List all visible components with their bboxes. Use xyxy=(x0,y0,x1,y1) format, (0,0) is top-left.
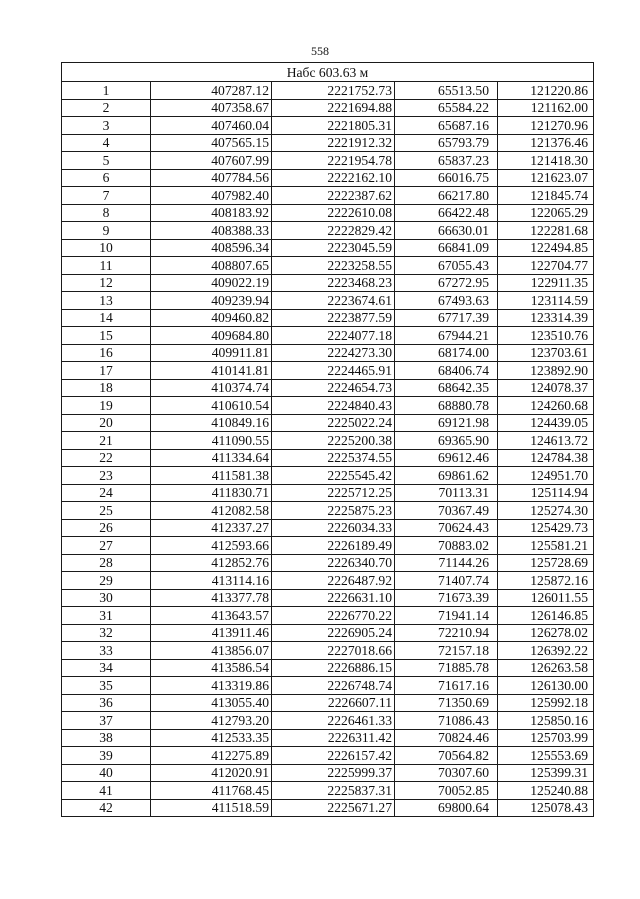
row-number-cell: 14 xyxy=(62,309,151,327)
row-number-cell: 39 xyxy=(62,747,151,765)
coord-x-local-cell: 69612.46 xyxy=(395,449,498,467)
coord-x-cell: 407287.12 xyxy=(151,82,272,100)
page-number: 558 xyxy=(311,44,329,58)
coord-y-cell: 2226157.42 xyxy=(272,747,395,765)
row-number-cell: 2 xyxy=(62,99,151,117)
coord-y-cell: 2223674.61 xyxy=(272,292,395,310)
coord-y-local-cell: 124439.05 xyxy=(498,414,594,432)
coord-y-cell: 2225200.38 xyxy=(272,432,395,450)
coord-x-cell: 407565.15 xyxy=(151,134,272,152)
coord-y-local-cell: 124260.68 xyxy=(498,397,594,415)
coord-y-local-cell: 121623.07 xyxy=(498,169,594,187)
coord-x-local-cell: 69861.62 xyxy=(395,467,498,485)
row-number-cell: 8 xyxy=(62,204,151,222)
table-row xyxy=(62,169,594,187)
table-row xyxy=(62,659,594,677)
row-number-cell: 6 xyxy=(62,169,151,187)
coord-x-cell: 412337.27 xyxy=(151,519,272,537)
table-header: Набс 603.63 м xyxy=(62,63,594,82)
row-number-cell: 42 xyxy=(62,799,151,817)
row-number-cell: 1 xyxy=(62,82,151,100)
coord-y-cell: 2226311.42 xyxy=(272,729,395,747)
coord-x-cell: 411581.38 xyxy=(151,467,272,485)
coord-x-local-cell: 65793.79 xyxy=(395,134,498,152)
coord-y-local-cell: 125114.94 xyxy=(498,484,594,502)
coord-x-cell: 412082.58 xyxy=(151,502,272,520)
coord-y-cell: 2224465.91 xyxy=(272,362,395,380)
coord-x-cell: 411334.64 xyxy=(151,449,272,467)
row-number-cell: 25 xyxy=(62,502,151,520)
row-number-cell: 19 xyxy=(62,397,151,415)
coord-y-cell: 2225875.23 xyxy=(272,502,395,520)
coord-x-cell: 410610.54 xyxy=(151,397,272,415)
coord-x-cell: 407784.56 xyxy=(151,169,272,187)
coord-y-cell: 2226748.74 xyxy=(272,677,395,695)
row-number-cell: 5 xyxy=(62,152,151,170)
coord-x-local-cell: 66217.80 xyxy=(395,187,498,205)
coord-x-cell: 412275.89 xyxy=(151,747,272,765)
table-row xyxy=(62,82,594,100)
table-row xyxy=(62,519,594,537)
coord-x-local-cell: 70883.02 xyxy=(395,537,498,555)
coord-x-local-cell: 68880.78 xyxy=(395,397,498,415)
coord-y-cell: 2226607.11 xyxy=(272,694,395,712)
coord-x-cell: 412793.20 xyxy=(151,712,272,730)
table-row xyxy=(62,379,594,397)
coord-y-cell: 2226631.10 xyxy=(272,589,395,607)
coord-y-cell: 2223468.23 xyxy=(272,274,395,292)
coord-x-cell: 413911.46 xyxy=(151,624,272,642)
coord-x-local-cell: 69121.98 xyxy=(395,414,498,432)
row-number-cell: 30 xyxy=(62,589,151,607)
row-number-cell: 13 xyxy=(62,292,151,310)
coord-x-local-cell: 71885.78 xyxy=(395,659,498,677)
coord-x-local-cell: 70624.43 xyxy=(395,519,498,537)
row-number-cell: 16 xyxy=(62,344,151,362)
coord-y-local-cell: 122494.85 xyxy=(498,239,594,257)
coord-x-cell: 413377.78 xyxy=(151,589,272,607)
coord-x-cell: 413643.57 xyxy=(151,607,272,625)
table-row xyxy=(62,677,594,695)
coordinates-table xyxy=(61,62,594,817)
coord-y-cell: 2225837.31 xyxy=(272,782,395,800)
table-row xyxy=(62,327,594,345)
coord-y-cell: 2226189.49 xyxy=(272,537,395,555)
coord-y-local-cell: 125078.43 xyxy=(498,799,594,817)
coord-y-cell: 2224654.73 xyxy=(272,379,395,397)
coord-x-cell: 409684.80 xyxy=(151,327,272,345)
coord-y-local-cell: 125992.18 xyxy=(498,694,594,712)
coord-y-cell: 2224840.43 xyxy=(272,397,395,415)
table-row xyxy=(62,589,594,607)
coord-y-cell: 2224077.18 xyxy=(272,327,395,345)
coord-y-local-cell: 121845.74 xyxy=(498,187,594,205)
table-row xyxy=(62,467,594,485)
table-row xyxy=(62,222,594,240)
row-number-cell: 34 xyxy=(62,659,151,677)
coord-x-local-cell: 71941.14 xyxy=(395,607,498,625)
coord-x-cell: 408388.33 xyxy=(151,222,272,240)
row-number-cell: 27 xyxy=(62,537,151,555)
row-number-cell: 15 xyxy=(62,327,151,345)
coord-y-local-cell: 124078.37 xyxy=(498,379,594,397)
coord-y-local-cell: 121418.30 xyxy=(498,152,594,170)
table-row xyxy=(62,607,594,625)
table-row xyxy=(62,554,594,572)
coord-y-cell: 2224273.30 xyxy=(272,344,395,362)
row-number-cell: 10 xyxy=(62,239,151,257)
row-number-cell: 18 xyxy=(62,379,151,397)
coord-x-cell: 409239.94 xyxy=(151,292,272,310)
table-row xyxy=(62,449,594,467)
coord-y-local-cell: 126011.55 xyxy=(498,589,594,607)
table-row xyxy=(62,414,594,432)
coord-x-local-cell: 67272.95 xyxy=(395,274,498,292)
row-number-cell: 41 xyxy=(62,782,151,800)
table-row xyxy=(62,694,594,712)
coord-y-cell: 2221694.88 xyxy=(272,99,395,117)
coord-y-cell: 2227018.66 xyxy=(272,642,395,660)
table-row xyxy=(62,257,594,275)
coord-y-local-cell: 125240.88 xyxy=(498,782,594,800)
coord-y-cell: 2226340.70 xyxy=(272,554,395,572)
row-number-cell: 28 xyxy=(62,554,151,572)
table-row xyxy=(62,572,594,590)
coord-y-local-cell: 123703.61 xyxy=(498,344,594,362)
coord-y-cell: 2225671.27 xyxy=(272,799,395,817)
coord-x-cell: 412593.66 xyxy=(151,537,272,555)
coord-x-cell: 412852.76 xyxy=(151,554,272,572)
coord-y-local-cell: 125274.30 xyxy=(498,502,594,520)
coord-y-local-cell: 125399.31 xyxy=(498,764,594,782)
row-number-cell: 21 xyxy=(62,432,151,450)
coord-x-local-cell: 70367.49 xyxy=(395,502,498,520)
coord-y-local-cell: 121162.00 xyxy=(498,99,594,117)
table-row xyxy=(62,239,594,257)
row-number-cell: 38 xyxy=(62,729,151,747)
coord-y-cell: 2222387.62 xyxy=(272,187,395,205)
row-number-cell: 33 xyxy=(62,642,151,660)
table-row xyxy=(62,362,594,380)
coord-x-local-cell: 71350.69 xyxy=(395,694,498,712)
coord-x-local-cell: 69365.90 xyxy=(395,432,498,450)
table-row xyxy=(62,274,594,292)
table-row xyxy=(62,432,594,450)
row-number-cell: 37 xyxy=(62,712,151,730)
table-row xyxy=(62,502,594,520)
table-row xyxy=(62,624,594,642)
table-row xyxy=(62,292,594,310)
coord-y-local-cell: 125850.16 xyxy=(498,712,594,730)
table-row xyxy=(62,537,594,555)
table-row xyxy=(62,729,594,747)
coord-y-local-cell: 124613.72 xyxy=(498,432,594,450)
table-row xyxy=(62,99,594,117)
coord-x-cell: 413856.07 xyxy=(151,642,272,660)
row-number-cell: 32 xyxy=(62,624,151,642)
row-number-cell: 12 xyxy=(62,274,151,292)
coord-x-local-cell: 68174.00 xyxy=(395,344,498,362)
row-number-cell: 7 xyxy=(62,187,151,205)
coord-x-cell: 413055.40 xyxy=(151,694,272,712)
coord-y-local-cell: 123314.39 xyxy=(498,309,594,327)
row-number-cell: 17 xyxy=(62,362,151,380)
coord-y-cell: 2223877.59 xyxy=(272,309,395,327)
row-number-cell: 22 xyxy=(62,449,151,467)
coord-y-local-cell: 126263.58 xyxy=(498,659,594,677)
coord-y-local-cell: 122704.77 xyxy=(498,257,594,275)
coord-y-local-cell: 126278.02 xyxy=(498,624,594,642)
table-row xyxy=(62,204,594,222)
coord-x-local-cell: 65837.23 xyxy=(395,152,498,170)
coord-x-local-cell: 71673.39 xyxy=(395,589,498,607)
coord-y-cell: 2221805.31 xyxy=(272,117,395,135)
row-number-cell: 35 xyxy=(62,677,151,695)
coord-x-cell: 408807.65 xyxy=(151,257,272,275)
coord-x-local-cell: 68642.35 xyxy=(395,379,498,397)
coord-y-local-cell: 123114.59 xyxy=(498,292,594,310)
row-number-cell: 31 xyxy=(62,607,151,625)
coord-x-cell: 411768.45 xyxy=(151,782,272,800)
coord-y-local-cell: 122911.35 xyxy=(498,274,594,292)
coord-y-cell: 2221752.73 xyxy=(272,82,395,100)
coord-y-local-cell: 125872.16 xyxy=(498,572,594,590)
coord-x-local-cell: 69800.64 xyxy=(395,799,498,817)
coord-y-local-cell: 122065.29 xyxy=(498,204,594,222)
coord-y-local-cell: 125703.99 xyxy=(498,729,594,747)
coord-y-local-cell: 124951.70 xyxy=(498,467,594,485)
coord-x-cell: 407607.99 xyxy=(151,152,272,170)
row-number-cell: 11 xyxy=(62,257,151,275)
coord-y-cell: 2221954.78 xyxy=(272,152,395,170)
coord-x-local-cell: 66630.01 xyxy=(395,222,498,240)
coord-x-cell: 407358.67 xyxy=(151,99,272,117)
coord-x-local-cell: 65687.16 xyxy=(395,117,498,135)
table-row xyxy=(62,764,594,782)
coord-x-local-cell: 71144.26 xyxy=(395,554,498,572)
coord-x-cell: 413114.16 xyxy=(151,572,272,590)
coord-y-local-cell: 125728.69 xyxy=(498,554,594,572)
row-number-cell: 40 xyxy=(62,764,151,782)
coord-x-local-cell: 67493.63 xyxy=(395,292,498,310)
table-row xyxy=(62,344,594,362)
coord-x-cell: 413586.54 xyxy=(151,659,272,677)
row-number-cell: 36 xyxy=(62,694,151,712)
coord-x-local-cell: 70564.82 xyxy=(395,747,498,765)
coord-y-cell: 2222162.10 xyxy=(272,169,395,187)
coord-x-local-cell: 70824.46 xyxy=(395,729,498,747)
coord-x-local-cell: 72157.18 xyxy=(395,642,498,660)
coord-y-local-cell: 122281.68 xyxy=(498,222,594,240)
coord-y-cell: 2226487.92 xyxy=(272,572,395,590)
row-number-cell: 26 xyxy=(62,519,151,537)
coord-y-local-cell: 124784.38 xyxy=(498,449,594,467)
coord-x-cell: 411090.55 xyxy=(151,432,272,450)
coord-y-cell: 2222829.42 xyxy=(272,222,395,240)
coord-x-cell: 411518.59 xyxy=(151,799,272,817)
coord-x-cell: 412533.35 xyxy=(151,729,272,747)
coord-x-cell: 409911.81 xyxy=(151,344,272,362)
coord-x-local-cell: 68406.74 xyxy=(395,362,498,380)
coord-y-cell: 2226886.15 xyxy=(272,659,395,677)
coord-y-cell: 2221912.32 xyxy=(272,134,395,152)
coord-x-local-cell: 66016.75 xyxy=(395,169,498,187)
coord-y-cell: 2225022.24 xyxy=(272,414,395,432)
table-row xyxy=(62,117,594,135)
coord-x-cell: 407460.04 xyxy=(151,117,272,135)
coord-x-local-cell: 71407.74 xyxy=(395,572,498,590)
table-row xyxy=(62,152,594,170)
table-row xyxy=(62,799,594,817)
coord-y-local-cell: 125581.21 xyxy=(498,537,594,555)
table-row xyxy=(62,309,594,327)
coord-y-local-cell: 125429.73 xyxy=(498,519,594,537)
coord-x-local-cell: 65513.50 xyxy=(395,82,498,100)
coord-x-local-cell: 71086.43 xyxy=(395,712,498,730)
coord-x-cell: 409460.82 xyxy=(151,309,272,327)
table-row xyxy=(62,187,594,205)
row-number-cell: 20 xyxy=(62,414,151,432)
coord-y-local-cell: 126130.00 xyxy=(498,677,594,695)
coord-x-local-cell: 67055.43 xyxy=(395,257,498,275)
coord-y-cell: 2226034.33 xyxy=(272,519,395,537)
coord-y-local-cell: 123892.90 xyxy=(498,362,594,380)
coord-x-cell: 408596.34 xyxy=(151,239,272,257)
coord-x-cell: 407982.40 xyxy=(151,187,272,205)
coord-y-cell: 2225999.37 xyxy=(272,764,395,782)
coord-x-local-cell: 67717.39 xyxy=(395,309,498,327)
coord-y-local-cell: 121220.86 xyxy=(498,82,594,100)
row-number-cell: 4 xyxy=(62,134,151,152)
coord-y-local-cell: 123510.76 xyxy=(498,327,594,345)
row-number-cell: 29 xyxy=(62,572,151,590)
coord-y-cell: 2225374.55 xyxy=(272,449,395,467)
coord-x-local-cell: 71617.16 xyxy=(395,677,498,695)
coord-x-cell: 411830.71 xyxy=(151,484,272,502)
table-row xyxy=(62,134,594,152)
coord-x-cell: 412020.91 xyxy=(151,764,272,782)
coord-x-cell: 410141.81 xyxy=(151,362,272,380)
coord-x-cell: 409022.19 xyxy=(151,274,272,292)
coord-y-cell: 2223045.59 xyxy=(272,239,395,257)
coord-x-local-cell: 65584.22 xyxy=(395,99,498,117)
coord-x-local-cell: 72210.94 xyxy=(395,624,498,642)
coord-y-local-cell: 126392.22 xyxy=(498,642,594,660)
row-number-cell: 9 xyxy=(62,222,151,240)
coord-x-local-cell: 67944.21 xyxy=(395,327,498,345)
coord-y-cell: 2222610.08 xyxy=(272,204,395,222)
row-number-cell: 23 xyxy=(62,467,151,485)
row-number-cell: 3 xyxy=(62,117,151,135)
coord-y-cell: 2223258.55 xyxy=(272,257,395,275)
table-row xyxy=(62,642,594,660)
coord-x-cell: 408183.92 xyxy=(151,204,272,222)
coord-y-cell: 2226770.22 xyxy=(272,607,395,625)
coord-x-local-cell: 70052.85 xyxy=(395,782,498,800)
table-row xyxy=(62,484,594,502)
coord-y-local-cell: 126146.85 xyxy=(498,607,594,625)
coord-x-local-cell: 70307.60 xyxy=(395,764,498,782)
table-header-row xyxy=(62,63,594,82)
coord-x-cell: 410849.16 xyxy=(151,414,272,432)
row-number-cell: 24 xyxy=(62,484,151,502)
coord-y-local-cell: 125553.69 xyxy=(498,747,594,765)
coord-y-local-cell: 121376.46 xyxy=(498,134,594,152)
coord-y-cell: 2225712.25 xyxy=(272,484,395,502)
coord-x-cell: 410374.74 xyxy=(151,379,272,397)
coord-x-cell: 413319.86 xyxy=(151,677,272,695)
coord-y-cell: 2226905.24 xyxy=(272,624,395,642)
coord-x-local-cell: 66422.48 xyxy=(395,204,498,222)
table-row xyxy=(62,712,594,730)
coord-y-local-cell: 121270.96 xyxy=(498,117,594,135)
table-row xyxy=(62,782,594,800)
table-row xyxy=(62,747,594,765)
coord-x-local-cell: 70113.31 xyxy=(395,484,498,502)
coord-x-local-cell: 66841.09 xyxy=(395,239,498,257)
table-row xyxy=(62,397,594,415)
coord-y-cell: 2226461.33 xyxy=(272,712,395,730)
coord-y-cell: 2225545.42 xyxy=(272,467,395,485)
table-body xyxy=(62,63,594,817)
